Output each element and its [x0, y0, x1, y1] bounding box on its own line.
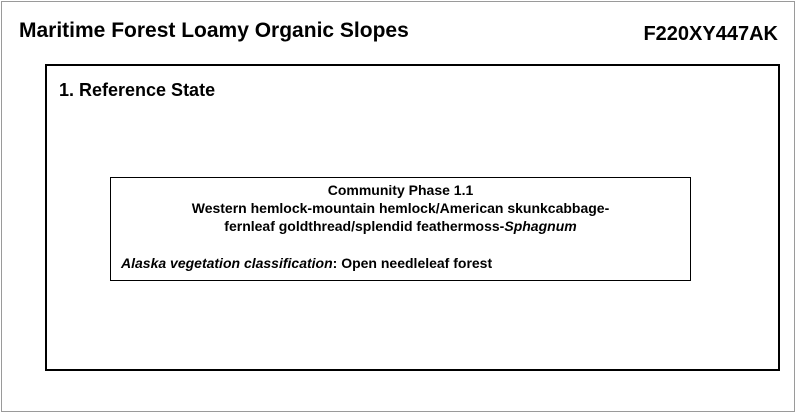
diagram-title: Maritime Forest Loamy Organic Slopes — [19, 19, 409, 42]
classification-separator: : — [332, 255, 342, 271]
vegetation-classification — [121, 255, 492, 271]
phase-title: Community Phase 1.1 — [327, 182, 474, 198]
state-label: 1. Reference State — [59, 80, 216, 100]
phase-species-genus: Sphagnum — [504, 218, 577, 234]
classification-label: Alaska vegetation classification — [121, 255, 333, 271]
phase-species-line-1: Western hemlock-mountain hemlock/American skunkcabbage- — [191, 200, 610, 216]
phase-species-line-2 — [111, 218, 690, 234]
phase-species-line-2-text: fernleaf goldthread/splendid feathermoss- — [224, 218, 505, 234]
reference-state-box — [45, 64, 780, 371]
community-phase-box — [110, 177, 691, 281]
ecological-site-code: F220XY447AK — [643, 23, 778, 45]
classification-value: Open needleleaf forest — [341, 255, 493, 271]
